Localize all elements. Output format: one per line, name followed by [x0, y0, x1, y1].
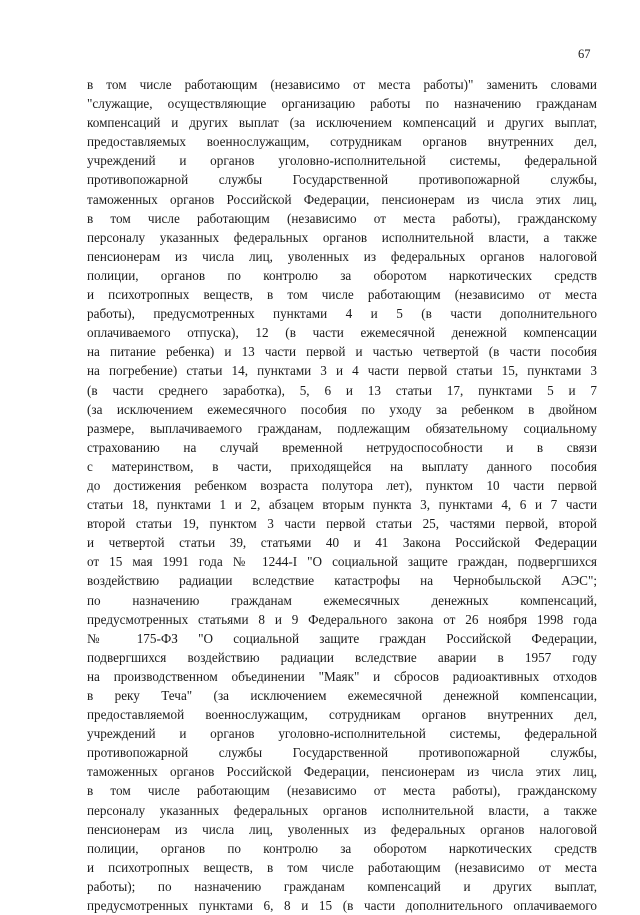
text-line: предоставляемых военнослужащим, сотрудникам органов внутренних дел, [87, 134, 597, 150]
text-line: с материнством, в части, приходящейся на выплату данного пособия [87, 458, 597, 474]
text-line: пенсионерам из числа лиц, уволенных из федеральных органов налоговой [87, 821, 597, 837]
text-line: второй статьи 19, пунктом 3 части первой статьи 25, частями первой, второй [87, 516, 597, 532]
text-line: "служащие, осуществляющие организацию работы по назначению гражданам [87, 96, 597, 112]
text-line: учреждений и органов уголовно-исполнительной системы, федеральной [87, 153, 597, 169]
text-line: в том числе работающим (независимо от места работы), гражданскому [87, 783, 597, 799]
text-line: по назначению гражданам ежемесячных денежных компенсаций, [87, 592, 597, 608]
text-line: работы), предусмотренных пунктами 4 и 5 (в части дополнительного [87, 306, 597, 322]
text-line: предусмотренных пунктами 6, 8 и 15 (в части дополнительного оплачиваемого [87, 898, 597, 914]
text-line: и психотропных веществ, в том числе работающим (независимо от места [87, 859, 597, 875]
text-line: персоналу указанных федеральных органов исполнительной власти, а также [87, 229, 597, 245]
text-line: компенсаций и других выплат (за исключением компенсаций и других выплат, [87, 115, 597, 131]
text-line: статьи 18, пунктами 1 и 2, абзацем вторым пункта 3, пунктами 4, 6 и 7 части [87, 497, 597, 513]
text-line: таможенных органов Российской Федерации, пенсионерам из числа этих лиц, [87, 764, 597, 780]
text-line: на производственном объединении "Маяк" и сбросов радиоактивных отходов [87, 668, 597, 684]
text-line: предусмотренных статьями 8 и 9 Федерального закона от 26 ноября 1998 года [87, 611, 597, 627]
text-line: оплачиваемого отпуска), 12 (в части ежемесячной денежной компенсации [87, 325, 597, 341]
text-line: предоставляемой военнослужащим, сотрудникам органов внутренних дел, [87, 707, 597, 723]
text-line: страхованию на случай временной нетрудоспособности и в связи [87, 439, 597, 455]
body-text [87, 75, 597, 915]
text-line: персоналу указанных федеральных органов исполнительной власти, а также [87, 802, 597, 818]
text-line: на погребение) статьи 14, пунктами 3 и 4 части первой статьи 15, пунктами 3 [87, 363, 597, 379]
text-line: размере, выплачиваемого гражданам, подлежащим обязательному социальному [87, 420, 597, 436]
text-line: противопожарной службы Государственной противопожарной службы, [87, 172, 597, 188]
text-line: учреждений и органов уголовно-исполнительной системы, федеральной [87, 726, 597, 742]
text-line: и четвертой статьи 39, статьями 40 и 41 Закона Российской Федерации [87, 535, 597, 551]
text-line: (за исключением ежемесячного пособия по уходу за ребенком в двойном [87, 401, 597, 417]
text-line: подвергшихся воздействию радиации вследствие аварии в 1957 году [87, 649, 597, 665]
text-line: полиции, органов по контролю за оборотом наркотических средств [87, 267, 597, 283]
text-line: полиции, органов по контролю за оборотом наркотических средств [87, 840, 597, 856]
text-line: № 175-ФЗ "О социальной защите граждан Российской Федерации, [87, 630, 597, 646]
text-line: работы); по назначению гражданам компенсаций и других выплат, [87, 878, 597, 894]
text-line: в том числе работающим (независимо от места работы)" заменить словами [87, 77, 597, 92]
text-line: пенсионерам из числа лиц, уволенных из федеральных органов налоговой [87, 248, 597, 264]
text-line: таможенных органов Российской Федерации, пенсионерам из числа этих лиц, [87, 191, 597, 207]
page-number: 67 [578, 47, 591, 61]
text-line: (в части среднего заработка), 5, 6 и 13 статьи 17, пунктами 5 и 7 [87, 382, 597, 398]
text-line: в реку Теча" (за исключением ежемесячной денежной компенсации, [87, 688, 597, 703]
text-line: воздействию радиации вследствие катастрофы на Чернобыльской АЭС"; [87, 573, 597, 589]
text-line: в том числе работающим (независимо от места работы), гражданскому [87, 210, 597, 226]
text-line: и психотропных веществ, в том числе работающим (независимо от места [87, 287, 597, 303]
text-line: противопожарной службы Государственной противопожарной службы, [87, 745, 597, 761]
text-line: до достижения ребенком возраста полутора лет), пунктом 10 части первой [87, 477, 597, 493]
text-line: от 15 мая 1991 года № 1244-I "О социальной защите граждан, подвергшихся [87, 554, 597, 570]
text-line: на питание ребенка) и 13 части первой и частью четвертой (в части пособия [87, 344, 597, 360]
